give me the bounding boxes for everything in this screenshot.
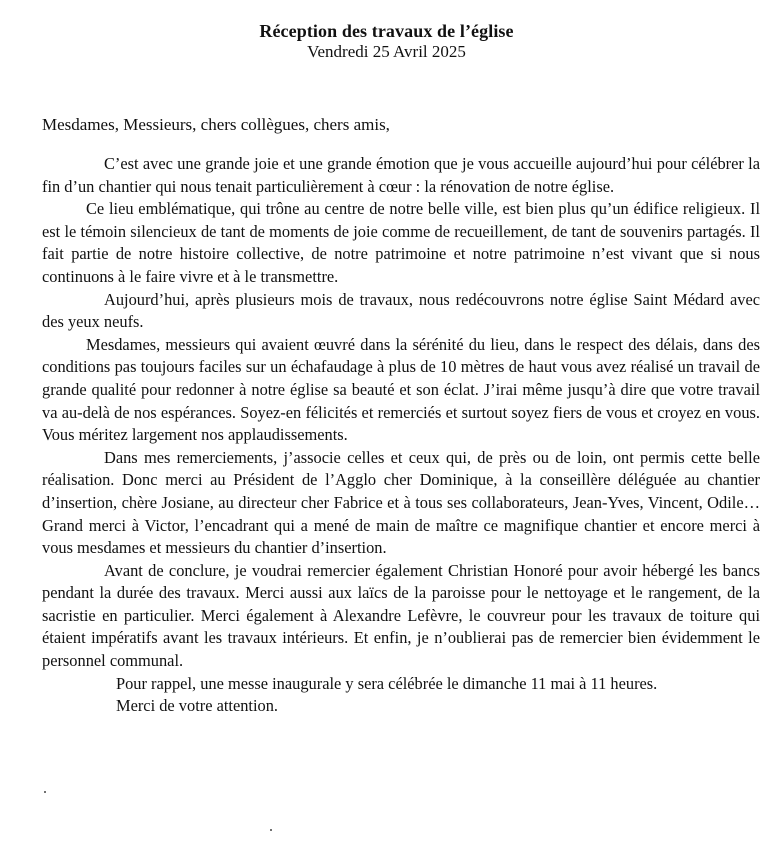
scan-speck xyxy=(270,829,272,831)
paragraph-thanks: Dans mes remerciements, j’associe celles et ceux qui, de près ou de loin, ont permis cette belle réalisation. Donc merci au Président de l’Agglo cher Dominique, à la conseillère déléguée au chantier d’insertion, chère Josiane, au directeur cher Fabrice et à tous ses collaborateurs, Jean-Yves, Vincent, Odile…Grand merci à Victor, l’encadrant qui a mené de main de maître ce magnifique chantier et encore merci à vous mesdames et messieurs du chantier d’insertion. xyxy=(42,447,760,558)
paragraph-workers: Mesdames, messieurs qui avaient œuvré dans la sérénité du lieu, dans le respect des délais, dans des conditions pas toujours faciles sur un échafaudage à plus de 10 mètres de haut vous avez réalisé un travail de grande qualité pour redonner à notre église sa beauté et son éclat. J’irai même jusqu’à dire que votre travail va au-delà de nos espérances. Soyez-en félicités et remerciés et surtout soyez fiers de vous et croyez en vous. Vous méritez largement nos applaudissements. xyxy=(42,334,760,445)
paragraph-reminder: Pour rappel, une messe inaugurale y sera célébrée le dimanche 11 mai à 11 heures. xyxy=(116,673,658,693)
document-title: Réception des travaux de l’église xyxy=(259,21,514,41)
paragraph-today: Aujourd’hui, après plusieurs mois de travaux, nous redécouvrons notre église Saint Médard avec des yeux neufs. xyxy=(42,289,760,332)
paragraph-conclusion: Avant de conclure, je voudrai remercier également Christian Honoré pour avoir hébergé les bancs pendant la durée des travaux. Merci aussi aux laïcs de la paroisse pour le nettoyage et le rangement, de la sacristie en particulier. Merci également à Alexandre Lefèvre, le couvreur pour les travaux de toiture qui étaient impératifs avant les travaux intérieurs. Et enfin, je n’oublierai pas de remercier bien évidemment le personnel communal. xyxy=(42,560,760,671)
paragraph-welcome: C’est avec une grande joie et une grande émotion que je vous accueille aujourd’hui pour célébrer la fin d’un chantier qui nous tenait particulièrement à cœur : la rénovation de notre église. xyxy=(42,154,760,196)
paragraph-emblematic-place: Ce lieu emblématique, qui trône au centre de notre belle ville, est bien plus qu’un édifice religieux. Il est le témoin silencieux de tant de moments de joie comme de recueillement, de tant de souvenirs partagés. Il fait partie de notre histoire collective, de notre patrimoine et notre patrimoine n’est vivant que si nous continuons à le faire vivre et à le transmettre. xyxy=(42,199,760,286)
document-header xyxy=(0,20,773,62)
paragraph-closing: Merci de votre attention. xyxy=(116,696,279,716)
document-date: Vendredi 25 Avril 2025 xyxy=(307,42,466,61)
speech-body xyxy=(42,153,760,718)
scan-speck xyxy=(44,791,46,793)
salutation: Mesdames, Messieurs, chers collègues, chers amis, xyxy=(42,115,390,134)
